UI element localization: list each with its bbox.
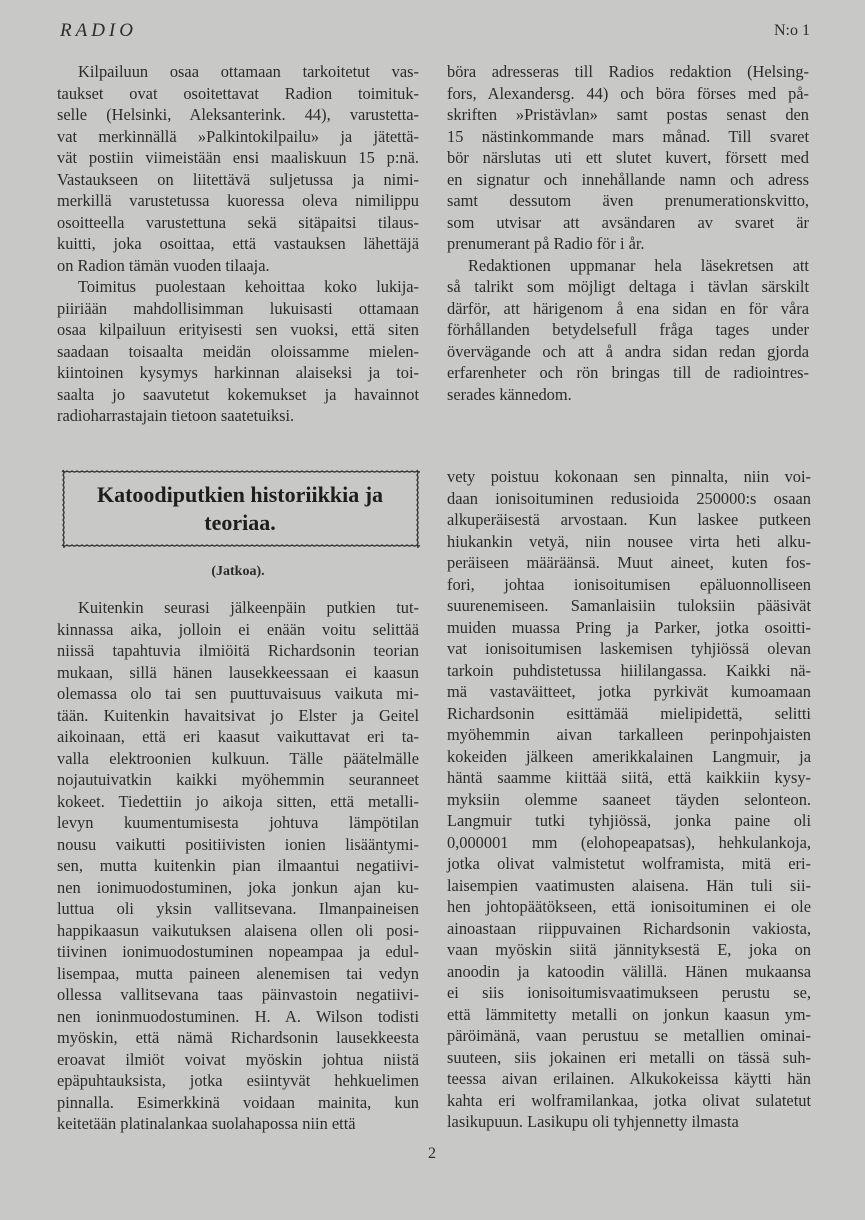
text-line: tarkoin puhdistetussa hiililangassa. Kaikki nä- (447, 660, 811, 680)
text-line: skriften »Pristävlan» samt postas senast den (447, 105, 809, 124)
text-line: nojautuivatkin kaikki myöhemmin seuranneet (57, 770, 419, 789)
text-line: ollessa vallitsevana taas päinvastoin negatiivi- (57, 985, 419, 1004)
text-line: Kuitenkin seurasi jälkeenpäin putkien tut- (78, 598, 419, 617)
article-left-column (57, 597, 419, 1135)
text-line: taukset ovat osoitettavat Radion toimituk- (57, 83, 419, 103)
text-line: nen ioninmuodostuminen. H. A. Wilson todisti (57, 1006, 419, 1026)
text-line: hen johtopäätökseen, että ionisoituminen ei ole (447, 897, 811, 916)
text-line: myksiin olemme saaneet täyden selonteon. (447, 789, 811, 809)
swedish-notice-column (447, 61, 809, 405)
text-line: päröimänä, vaan perustuu se metallien ominai- (447, 1026, 811, 1045)
text-line: alkuperäisestä arvostaan. Kun laskee putkeen (447, 510, 811, 529)
text-line: saadaan toisaalta meidän oloissamme mielen- (57, 341, 419, 361)
article-subtitle: (Jatkoa). (211, 564, 265, 579)
text-line: Vastaukseen on liitettävä suljetussa ja nimi- (57, 169, 419, 189)
article-title-line: teoriaa. (204, 510, 276, 535)
text-line: tiivinen ionimuodostuminen nopeampaa ja edul- (57, 942, 419, 961)
text-line: så talrikt som möjligt deltaga i tävlan särskilt (447, 277, 809, 296)
text-line: että lämmitetty metalli on jonkun kaasun ym- (447, 1004, 811, 1024)
text-line: suuteen, siis jokainen eri metalli on tässä suh- (447, 1047, 811, 1067)
text-line: keitetään platinalankaa suolahapossa niin että (57, 1114, 356, 1133)
text-line: samt dessutom även prenumerationskvitto, (447, 191, 809, 210)
text-line: radioharrastajain tietoon saatetuiksi. (57, 406, 295, 425)
text-line: epäpuhtauksista, jotka esiintyvät hehkuelimen (57, 1071, 419, 1090)
text-line: serades kännedom. (447, 384, 572, 404)
article-title-box (60, 468, 420, 548)
text-line: böra adresseras till Radios redaktion (Helsing- (447, 62, 809, 81)
text-line: en signatur och innehållande namn och adress (447, 169, 809, 189)
text-line: aikoinaan, että eri kaasut vaikuttavat eri ta- (57, 727, 419, 746)
text-line: piiriään mahdollisimman lukuisasti ottamaan (57, 298, 419, 318)
text-line: laisempien vaatimusten alaisena. Hän tuli sii- (447, 875, 811, 895)
text-line: ei siis ionisoitumisvaatimukseen perustu se, (447, 983, 811, 1002)
text-line: kinnassa aika, jolloin ei enään voitu selittää (57, 619, 419, 639)
text-line: osoitteella varustettuna sekä sitäpaitsi tilaus- (57, 212, 419, 232)
text-line: sen, mutta kuitenkin pian ilmaantui negatiivi- (57, 856, 419, 875)
text-line: som utvisar att avsändaren av svaret är (447, 212, 809, 232)
page-number: 2 (428, 1145, 436, 1162)
text-line: osaa kilpailuun erityisesti sen vuoksi, että siten (57, 320, 419, 339)
text-line: mukaan, sillä hänen lausekkeessaan ei kaasun (57, 662, 419, 682)
text-line: kokeet. Tiedettiin jo aikoja sitten, että metalli- (57, 791, 419, 811)
article-title (60, 481, 420, 537)
text-line: kokeiden jälkeen amerikkalainen Langmuir, ja (447, 746, 811, 766)
text-line: jotka olivat valmistetut wolframista, mitä eri- (447, 854, 811, 873)
text-line: tään. Kuitenkin havaitsivat jo Elster ja Geitel (57, 705, 419, 725)
text-line: förhållanden betydelsefull fråga tages under (447, 320, 809, 339)
text-line: häntä saamme kiittää siitä, että kaikkiin kysy- (447, 768, 811, 787)
article-title-line: Katoodiputkien historiikkia ja (96, 482, 384, 507)
text-line: vety poistuu kokonaan sen pinnalta, niin voi- (447, 467, 811, 486)
text-line: on Radion tämän vuoden tilaaja. (57, 255, 270, 275)
text-line: muiden muassa Pring ja Parker, jotka osoitti- (447, 617, 811, 637)
text-line: happikaasun vaikutuksen alaisena ollen oli posi- (57, 920, 419, 940)
text-line: olemassa olo tai sen puuttuvaisuus vaikuta mi- (57, 684, 419, 703)
text-line: Richardsonin esittämää mielipidettä, selitti (447, 703, 811, 723)
text-line: Langmuir tutki tyhjiössä, jonka paine oli (447, 811, 811, 830)
text-line: övervägande och att å andra sidan redan gjorda (447, 341, 809, 361)
text-line: bör närslutas uti ett slutet kuvert, försett med (447, 148, 809, 167)
text-line: nen ionimuodostuminen, joka jonkun ajan ku- (57, 877, 419, 897)
text-line: Redaktionen uppmanar hela läsekretsen att (468, 255, 809, 275)
text-line: saalta jo saavutetut kokemukset ja havainnot (57, 384, 419, 404)
issue-number: N:o 1 (774, 22, 810, 39)
text-line: vat merkinnällä »Palkintokilpailu» ja jätettä- (57, 126, 419, 146)
text-line: lasikupuun. Lasikupu oli tyhjennetty ilmasta (447, 1112, 739, 1131)
text-line: vat ionisoitumisen laskemisen tyhjiössä olevan (447, 639, 811, 658)
text-line: luttua oli yksin vallitsevana. Ilmanpaineisen (57, 899, 419, 918)
text-line: hiukankin vetyä, niin nousee virta heti alku- (447, 531, 811, 551)
text-line: kiintoinen kysymys harkinnan alaiseksi ja toi- (57, 363, 419, 382)
text-line: eroavat ilmiöt voivat myöskin johtua niistä (57, 1049, 419, 1069)
text-line: mä vastaväitteet, jotka pyrkivät kumoamaan (447, 682, 811, 701)
text-line: fori, johtaa ionisoitumisen epäluonnolliseen (447, 574, 811, 594)
text-line: kahta eri wolframilankaa, jotka olivat sulatetut (447, 1090, 811, 1110)
text-line: myöskin, että nämä Richardsonin lausekkeesta (57, 1028, 419, 1047)
text-line: lisempaa, mutta paineen alenemisen tai vedyn (57, 963, 419, 983)
text-line: prenumerant på Radio för i år. (447, 234, 645, 253)
text-line: teessa aivan erilainen. Alkukokeissa käytti hän (447, 1069, 811, 1088)
text-line: peräiseen määräänsä. Muut aineet, kuten fos- (447, 553, 811, 572)
text-line: 15 nästinkommande mars månad. Till svaret (447, 126, 809, 146)
text-line: valla elektroonien kulkuun. Tälle päätelmälle (57, 748, 419, 768)
text-line: ainoastaan riippuvainen Richardsonin vakiosta, (447, 918, 811, 938)
text-line: därför, att härigenom å ena sidan en för våra (447, 298, 809, 318)
text-line: merkillä varustetussa kuoressa oleva nimilippu (57, 191, 419, 210)
text-line: myöhemmin aivan tarkalleen perinpohjaisten (447, 725, 811, 744)
text-line: vaan myöskin siitä jännityksestä E, joka on (447, 940, 811, 959)
text-line: levyn kuumentumisesta johtuva lämpötilan (57, 813, 419, 832)
text-line: 0,000001 mm (elohopeapatsas), hehkulankoja, (447, 832, 811, 852)
text-line: anoodin ja katoodin välillä. Hänen mukaansa (447, 961, 811, 981)
article-right-column (447, 466, 811, 1133)
text-line: suurenemiseen. Samanlaisiin tuloksiin pääsivät (447, 596, 811, 615)
text-line: nousu vaikutti positiivisten ionien lisääntymi- (57, 834, 419, 854)
text-line: kuitti, joka osoittaa, että vastauksen lähettäjä (57, 234, 419, 253)
text-line: niissä tapahtuvia ilmiöitä Richardsonin teorian (57, 641, 419, 660)
text-line: fors, Alexandersg. 44) och böra förses med på- (447, 83, 809, 103)
text-line: selle (Helsinki, Aleksanterink. 44), varustetta- (57, 105, 419, 124)
text-line: pinnalla. Esimerkkinä voidaan mainita, kun (57, 1092, 419, 1112)
finnish-notice-column (57, 61, 419, 427)
text-line: daan ionisoituminen redusioida 250000:s osaan (447, 488, 811, 508)
text-line: vät postiin viimeistään ensi maaliskuun 15 p:nä. (57, 148, 419, 167)
text-line: erfarenheter och rön bringas till de radiointres- (447, 363, 809, 382)
magazine-name: RADIO (60, 20, 137, 41)
text-line: Kilpailuun osaa ottamaan tarkoitetut vas- (78, 62, 419, 81)
text-line: Toimitus puolestaan kehoittaa koko lukija- (78, 277, 419, 296)
